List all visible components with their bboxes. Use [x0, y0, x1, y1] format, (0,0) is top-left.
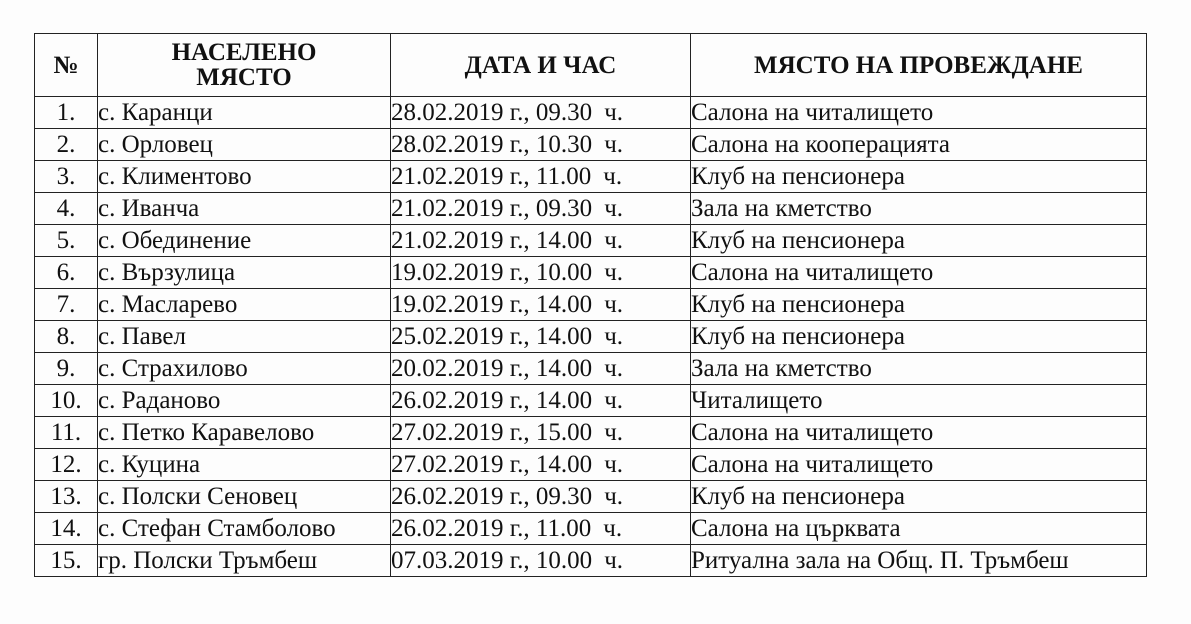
row-venue: Зала на кметство — [691, 353, 1147, 385]
row-venue: Салона на читалището — [691, 449, 1147, 481]
table-row — [35, 481, 1147, 513]
row-number: 4. — [35, 193, 98, 225]
row-datetime — [391, 225, 691, 257]
row-date-value: 28.02.2019 г., 09.30 — [391, 99, 593, 126]
row-date-value: 07.03.2019 г., 10.00 — [391, 547, 593, 574]
row-venue: Салона на читалището — [691, 257, 1147, 289]
row-datetime — [391, 129, 691, 161]
row-time-unit: ч. — [603, 163, 623, 190]
row-venue: Клуб на пенсионера — [691, 161, 1147, 193]
row-venue: Клуб на пенсионера — [691, 289, 1147, 321]
row-time-unit: ч. — [604, 131, 624, 158]
row-number: 9. — [35, 353, 98, 385]
table-body — [35, 97, 1147, 577]
row-datetime — [391, 161, 691, 193]
row-date-value: 21.02.2019 г., 09.30 — [391, 195, 593, 222]
row-time-unit: ч. — [604, 483, 624, 510]
row-venue: Салона на читалището — [691, 97, 1147, 129]
row-number: 11. — [35, 417, 98, 449]
table-row — [35, 161, 1147, 193]
table-row — [35, 225, 1147, 257]
row-number: 13. — [35, 481, 98, 513]
row-date-value: 26.02.2019 г., 09.30 — [391, 483, 593, 510]
row-venue: Читалището — [691, 385, 1147, 417]
row-datetime — [391, 513, 691, 545]
row-time-unit: ч. — [604, 451, 624, 478]
row-number: 8. — [35, 321, 98, 353]
row-number: 7. — [35, 289, 98, 321]
row-datetime — [391, 321, 691, 353]
row-date-value: 25.02.2019 г., 14.00 — [391, 323, 593, 350]
row-date-value: 19.02.2019 г., 14.00 — [391, 291, 593, 318]
row-time-unit: ч. — [604, 355, 624, 382]
row-number: 3. — [35, 161, 98, 193]
row-date-value: 26.02.2019 г., 11.00 — [391, 515, 592, 542]
row-date-value: 19.02.2019 г., 10.00 — [391, 259, 593, 286]
header-venue: МЯСТО НА ПРОВЕЖДАНЕ — [691, 34, 1147, 97]
row-place: с. Вързулица — [98, 257, 391, 289]
row-venue: Салона на кооперацията — [691, 129, 1147, 161]
row-venue: Зала на кметство — [691, 193, 1147, 225]
table-row — [35, 289, 1147, 321]
row-venue: Клуб на пенсионера — [691, 321, 1147, 353]
row-datetime — [391, 193, 691, 225]
row-time-unit: ч. — [604, 323, 624, 350]
row-place: с. Орловец — [98, 129, 391, 161]
row-place: с. Павел — [98, 321, 391, 353]
header-place-line2: МЯСТО — [196, 64, 292, 91]
row-place: с. Раданово — [98, 385, 391, 417]
table-row — [35, 193, 1147, 225]
row-number: 5. — [35, 225, 98, 257]
row-place: с. Иванча — [98, 193, 391, 225]
row-date-value: 20.02.2019 г., 14.00 — [391, 355, 593, 382]
table-row — [35, 545, 1147, 577]
row-time-unit: ч. — [604, 227, 624, 254]
row-datetime — [391, 545, 691, 577]
row-time-unit: ч. — [604, 99, 624, 126]
row-number: 10. — [35, 385, 98, 417]
row-time-unit: ч. — [604, 291, 624, 318]
row-number: 14. — [35, 513, 98, 545]
table-row — [35, 97, 1147, 129]
row-date-value: 27.02.2019 г., 15.00 — [391, 419, 593, 446]
meeting-schedule-table — [34, 33, 1147, 577]
row-place: с. Петко Каравелово — [98, 417, 391, 449]
table-row — [35, 321, 1147, 353]
table-row — [35, 129, 1147, 161]
row-place: с. Страхилово — [98, 353, 391, 385]
row-datetime — [391, 481, 691, 513]
row-datetime — [391, 257, 691, 289]
row-venue: Клуб на пенсионера — [691, 481, 1147, 513]
row-time-unit: ч. — [604, 419, 624, 446]
row-venue: Салона на читалището — [691, 417, 1147, 449]
row-date-value: 26.02.2019 г., 14.00 — [391, 387, 593, 414]
row-place: с. Масларево — [98, 289, 391, 321]
table-row — [35, 417, 1147, 449]
row-number: 1. — [35, 97, 98, 129]
table-row — [35, 449, 1147, 481]
row-datetime — [391, 417, 691, 449]
row-venue: Ритуална зала на Общ. П. Тръмбеш — [691, 545, 1147, 577]
row-place: с. Каранци — [98, 97, 391, 129]
row-time-unit: ч. — [604, 547, 624, 574]
row-datetime — [391, 449, 691, 481]
row-place: с. Куцина — [98, 449, 391, 481]
row-datetime — [391, 289, 691, 321]
row-date-value: 27.02.2019 г., 14.00 — [391, 451, 593, 478]
header-number: № — [35, 34, 98, 97]
row-time-unit: ч. — [604, 259, 624, 286]
row-number: 6. — [35, 257, 98, 289]
table-row — [35, 353, 1147, 385]
row-datetime — [391, 97, 691, 129]
row-number: 12. — [35, 449, 98, 481]
row-place: с. Полски Сеновец — [98, 481, 391, 513]
table-row — [35, 257, 1147, 289]
row-datetime — [391, 385, 691, 417]
header-datetime: ДАТА И ЧАС — [391, 34, 691, 97]
row-place: с. Климентово — [98, 161, 391, 193]
row-time-unit: ч. — [603, 515, 623, 542]
header-place-line1: НАСЕЛЕНО — [171, 39, 317, 66]
header-place — [98, 34, 391, 97]
row-date-value: 28.02.2019 г., 10.30 — [391, 131, 593, 158]
row-venue: Клуб на пенсионера — [691, 225, 1147, 257]
row-time-unit: ч. — [604, 387, 624, 414]
row-datetime — [391, 353, 691, 385]
row-time-unit: ч. — [604, 195, 624, 222]
row-number: 15. — [35, 545, 98, 577]
row-place: гр. Полски Тръмбеш — [98, 545, 391, 577]
table-row — [35, 385, 1147, 417]
row-venue: Салона на църквата — [691, 513, 1147, 545]
row-date-value: 21.02.2019 г., 14.00 — [391, 227, 593, 254]
row-place: с. Стефан Стамболово — [98, 513, 391, 545]
table-header-row — [35, 34, 1147, 97]
row-number: 2. — [35, 129, 98, 161]
row-place: с. Обединение — [98, 225, 391, 257]
table-row — [35, 513, 1147, 545]
row-date-value: 21.02.2019 г., 11.00 — [391, 163, 592, 190]
